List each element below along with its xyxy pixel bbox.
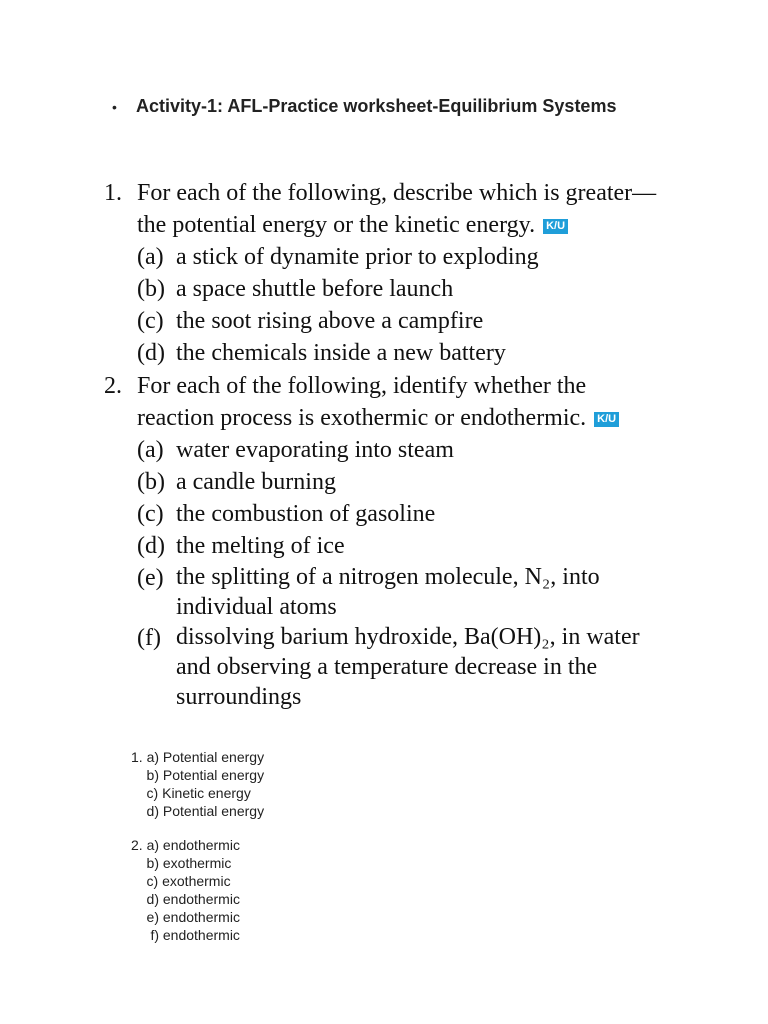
question-item <box>137 530 664 562</box>
item-text: a space shuttle before launch <box>176 276 454 302</box>
question-item <box>137 273 664 305</box>
answer-line: f) endothermic <box>131 927 240 943</box>
item-label: (c) <box>137 308 164 334</box>
activity-title: Activity-1: AFL-Practice worksheet-Equilibrium Systems <box>136 96 617 116</box>
answer-line: c) exothermic <box>131 873 231 889</box>
question-item <box>137 498 664 530</box>
answer-line: c) Kinetic energy <box>131 785 251 801</box>
question-item <box>137 466 664 498</box>
answer-line: d) endothermic <box>131 891 240 907</box>
answer-line: b) Potential energy <box>131 767 265 783</box>
item-text: and observing a temperature decrease in the <box>176 654 598 680</box>
item-label: (d) <box>137 533 165 559</box>
question-item <box>137 434 664 466</box>
answer-line: 2. a) endothermic <box>131 837 240 853</box>
question-2 <box>104 370 664 712</box>
item-text: the splitting of a nitrogen molecule, N₂, into <box>176 564 600 590</box>
question-text-line-content: reaction process is exothermic or endothermic. <box>137 405 587 431</box>
question-text-line-content: the potential energy or the kinetic energy. <box>137 212 536 238</box>
question-text-line <box>137 209 664 241</box>
questions-section <box>104 177 664 712</box>
ku-badge: K/U <box>594 412 619 427</box>
item-label: (a) <box>137 437 164 463</box>
question-number: 1. <box>104 180 122 206</box>
item-text: dissolving barium hydroxide, Ba(OH)₂, in water <box>176 624 640 650</box>
item-label: (f) <box>137 625 161 651</box>
item-text: a candle burning <box>176 469 336 495</box>
item-label: (e) <box>137 565 164 591</box>
item-text: the combustion of gasoline <box>176 501 436 527</box>
answers-question-2 <box>131 836 264 944</box>
item-label: (b) <box>137 469 165 495</box>
item-text: the soot rising above a campfire <box>176 308 484 334</box>
answer-line: d) Potential energy <box>131 803 265 819</box>
answer-line: 1. a) Potential energy <box>131 749 265 765</box>
question-text-line: For each of the following, describe which is greater— <box>137 180 657 206</box>
item-text: the chemicals inside a new battery <box>176 340 506 366</box>
bullet-icon: • <box>112 99 117 115</box>
item-text: water evaporating into steam <box>176 437 454 463</box>
question-item <box>137 337 664 369</box>
answer-line: e) endothermic <box>131 909 240 925</box>
question-1 <box>104 177 664 369</box>
answers-question-1 <box>131 748 264 820</box>
question-item <box>137 305 664 337</box>
answers-section <box>131 748 264 944</box>
item-label: (b) <box>137 276 165 302</box>
question-item <box>137 622 664 712</box>
item-text: a stick of dynamite prior to exploding <box>176 244 539 270</box>
question-text-line <box>137 402 664 434</box>
item-text: the melting of ice <box>176 533 345 559</box>
activity-heading <box>112 96 616 117</box>
ku-badge: K/U <box>543 219 568 234</box>
question-item <box>137 562 664 622</box>
answer-line: b) exothermic <box>131 855 232 871</box>
item-text: surroundings <box>176 684 302 710</box>
question-text-line: For each of the following, identify whether the <box>137 373 587 399</box>
question-number: 2. <box>104 373 122 399</box>
question-item <box>137 241 664 273</box>
item-label: (c) <box>137 501 164 527</box>
item-label: (d) <box>137 340 165 366</box>
item-label: (a) <box>137 244 164 270</box>
item-text: individual atoms <box>176 594 337 620</box>
